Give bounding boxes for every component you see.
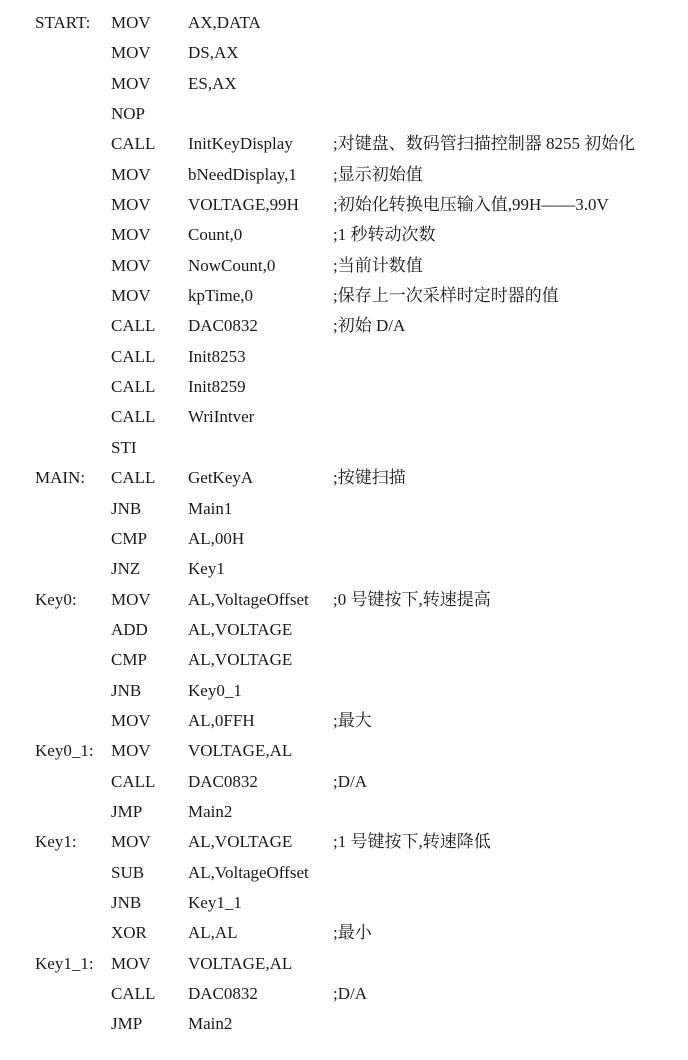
line-operands: kpTime,0 (188, 286, 254, 306)
code-line (0, 342, 688, 372)
line-operands: Main1 (188, 498, 233, 518)
line-opcode: CALL (111, 316, 156, 336)
line-opcode: CMP (111, 528, 147, 548)
line-comment: ;1 秒转动次数 (333, 225, 436, 245)
line-opcode: MOV (111, 164, 151, 184)
line-opcode: XOR (111, 923, 147, 943)
code-line (0, 524, 688, 554)
line-label: MAIN: (35, 468, 86, 488)
code-line (0, 554, 688, 584)
line-operands: Main2 (188, 1014, 233, 1034)
line-operands: VOLTAGE,AL (188, 953, 293, 973)
line-opcode: MOV (111, 73, 151, 93)
line-operands: GetKeyA (188, 468, 254, 488)
code-line (0, 979, 688, 1009)
code-line (0, 676, 688, 706)
line-comment: ;当前计数值 (333, 255, 423, 275)
line-opcode: MOV (111, 43, 151, 63)
code-line (0, 615, 688, 645)
line-comment: ;D/A (333, 771, 367, 791)
code-line (0, 99, 688, 129)
line-operands: Key1 (188, 559, 225, 579)
line-label: START: (35, 13, 91, 32)
line-operands: AL,VOLTAGE (188, 619, 293, 639)
line-label: Key0: (35, 589, 77, 609)
line-operands: InitKeyDisplay (188, 134, 293, 154)
line-opcode: MOV (111, 286, 151, 306)
assembly-listing (0, 8, 688, 1040)
code-line (0, 372, 688, 402)
line-opcode: CALL (111, 346, 156, 366)
code-line (0, 69, 688, 99)
line-opcode: MOV (111, 832, 151, 852)
line-operands: WriIntver (188, 407, 255, 427)
line-comment: ;最大 (333, 710, 372, 730)
code-line (0, 160, 688, 190)
line-operands: Init8259 (188, 377, 246, 397)
line-opcode: CALL (111, 407, 156, 427)
line-opcode: CALL (111, 984, 156, 1003)
line-operands: AL,VOLTAGE (188, 650, 293, 670)
code-line (0, 767, 688, 797)
code-line (0, 827, 688, 857)
code-line (0, 433, 688, 463)
code-line (0, 797, 688, 827)
code-line (0, 281, 688, 311)
line-opcode: MOV (111, 225, 151, 245)
line-operands: VOLTAGE,99H (188, 195, 299, 215)
line-operands: Key1_1 (188, 892, 242, 912)
line-opcode: CALL (111, 134, 156, 154)
line-operands: VOLTAGE,AL (188, 741, 293, 761)
line-comment: ;按键扫描 (333, 468, 406, 488)
code-line (0, 645, 688, 675)
line-operands: Main2 (188, 801, 233, 821)
code-line (0, 190, 688, 220)
line-operands: AX,DATA (188, 13, 261, 32)
line-operands: AL,VoltageOffset (188, 862, 309, 882)
line-comment: ;保存上一次采样时定时器的值 (333, 286, 559, 306)
line-opcode: MOV (111, 741, 151, 761)
code-line (0, 949, 688, 979)
line-operands: DS,AX (188, 43, 239, 63)
line-comment: ;1 号键按下,转速降低 (333, 832, 491, 852)
line-opcode: CALL (111, 771, 156, 791)
line-operands: DAC0832 (188, 316, 258, 336)
code-line (0, 736, 688, 766)
line-operands: bNeedDisplay,1 (188, 164, 297, 184)
line-operands: ES,AX (188, 73, 237, 93)
code-line (0, 311, 688, 341)
line-opcode: MOV (111, 710, 151, 730)
line-opcode: JNB (111, 680, 142, 700)
code-line (0, 463, 688, 493)
line-opcode: ADD (111, 619, 148, 639)
line-operands: DAC0832 (188, 984, 258, 1003)
line-opcode: STI (111, 437, 137, 457)
line-comment: ;最小 (333, 923, 372, 943)
line-comment: ;初始化转换电压输入值,99H——3.0V (333, 195, 609, 215)
line-comment: ;0 号键按下,转速提高 (333, 589, 491, 609)
line-comment: ;初始 D/A (333, 316, 406, 336)
line-opcode: JNB (111, 892, 142, 912)
line-opcode: SUB (111, 862, 145, 882)
line-operands: Count,0 (188, 225, 243, 245)
line-comment: ;对键盘、数码管扫描控制器 8255 初始化 (333, 134, 636, 154)
line-opcode: CALL (111, 468, 156, 488)
line-operands: Key0_1 (188, 680, 242, 700)
code-line (0, 129, 688, 159)
line-opcode: MOV (111, 589, 151, 609)
code-line (0, 1009, 688, 1039)
line-label: Key1_1: (35, 953, 94, 973)
line-comment: ;显示初始值 (333, 164, 423, 184)
code-line (0, 918, 688, 948)
line-operands: Init8253 (188, 346, 246, 366)
line-opcode: CALL (111, 377, 156, 397)
code-line (0, 888, 688, 918)
line-opcode: JMP (111, 1014, 143, 1034)
line-label: Key0_1: (35, 741, 94, 761)
code-line (0, 706, 688, 736)
line-operands: AL,0FFH (188, 710, 255, 730)
line-operands: DAC0832 (188, 771, 258, 791)
line-opcode: MOV (111, 195, 151, 215)
line-opcode: JNZ (111, 559, 141, 579)
line-opcode: JNB (111, 498, 142, 518)
line-opcode: NOP (111, 104, 146, 124)
line-opcode: MOV (111, 13, 151, 32)
code-line (0, 402, 688, 432)
line-operands: AL,VOLTAGE (188, 832, 293, 852)
line-opcode: CMP (111, 650, 147, 670)
code-line (0, 220, 688, 250)
code-line (0, 8, 688, 38)
line-comment: ;D/A (333, 984, 367, 1003)
code-line (0, 38, 688, 68)
line-operands: NowCount,0 (188, 255, 276, 275)
line-label: Key1: (35, 832, 77, 852)
line-opcode: JMP (111, 801, 143, 821)
line-operands: AL,AL (188, 923, 238, 943)
line-opcode: MOV (111, 255, 151, 275)
line-operands: AL,00H (188, 528, 245, 548)
line-opcode: MOV (111, 953, 151, 973)
code-line (0, 858, 688, 888)
code-line (0, 251, 688, 281)
code-line (0, 585, 688, 615)
line-operands: AL,VoltageOffset (188, 589, 309, 609)
code-line (0, 494, 688, 524)
